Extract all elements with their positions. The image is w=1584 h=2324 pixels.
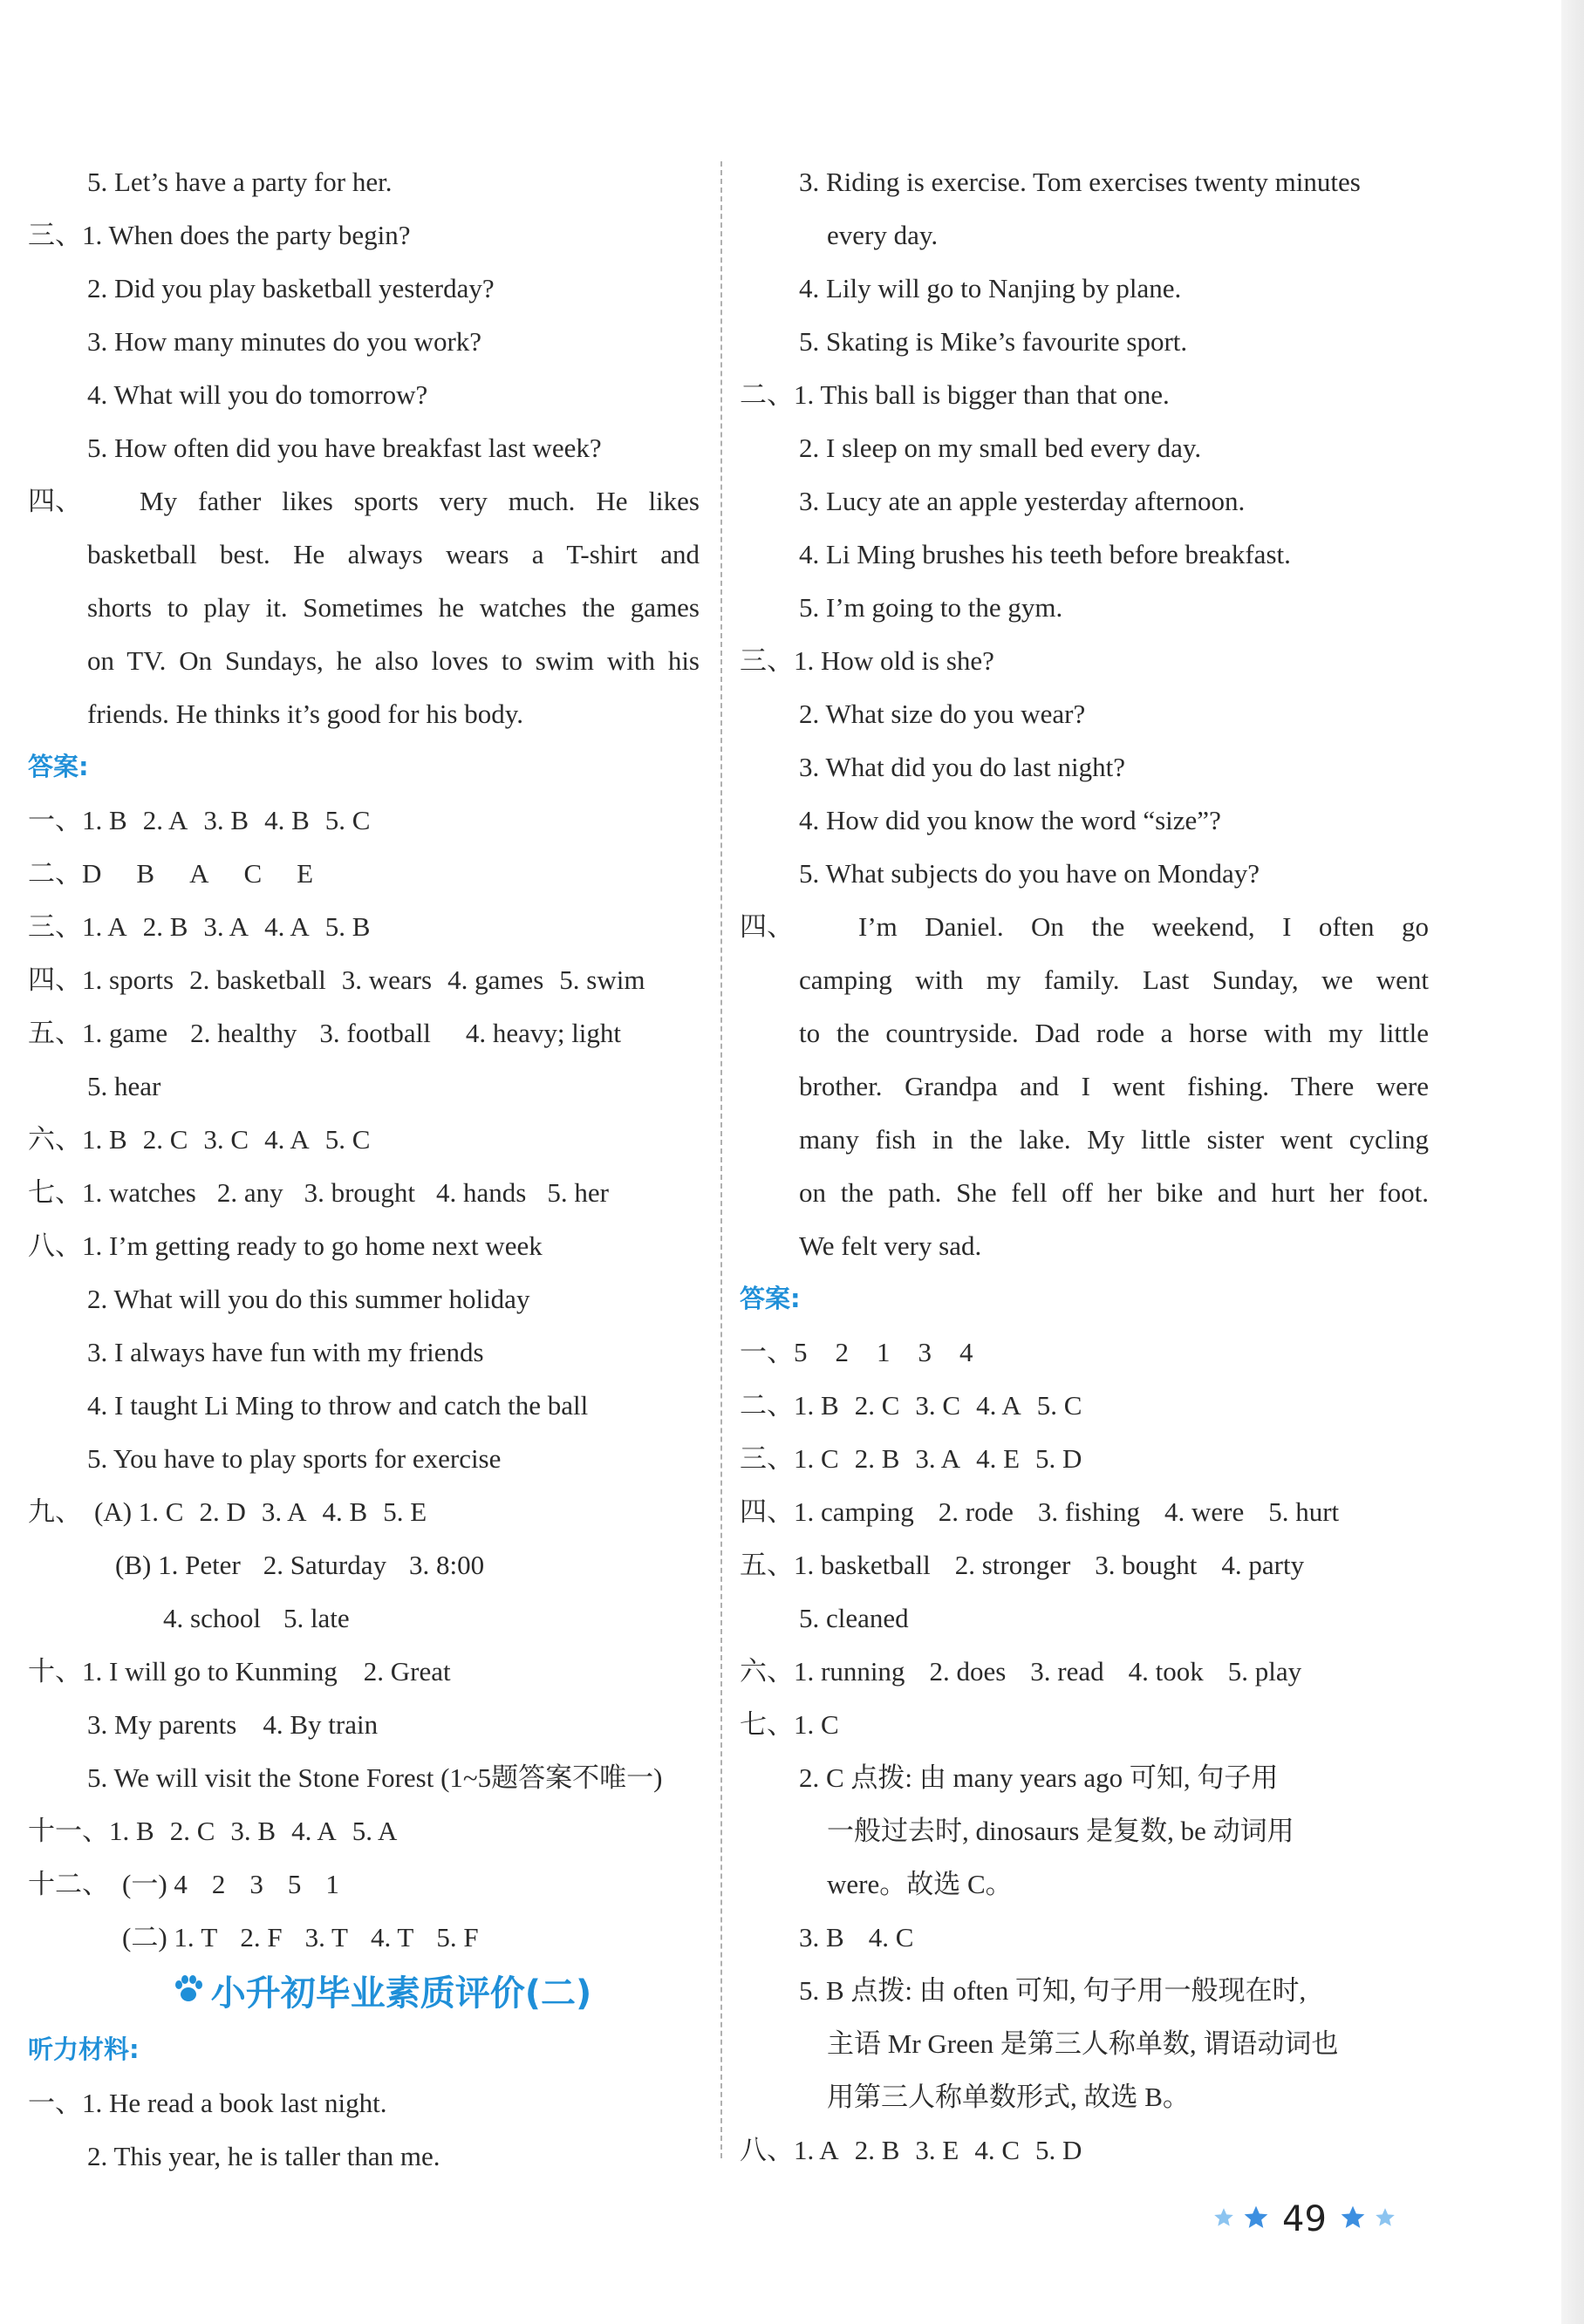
explanation-line: were。故选 C。 [827,1869,1013,1899]
answer-item: 3. C [203,1124,249,1155]
page-number: 49 [1282,2199,1327,2239]
passage-line: many fish in the lake. My little sister went cycling [799,1124,1429,1155]
answer-item: 2. D [199,1496,246,1527]
section-title [28,1964,700,2023]
answer-item: 3. bought [1095,1550,1198,1580]
section-marker: 三、 [28,911,82,942]
answer-item: 3. wears [341,964,433,995]
answer-item: 4. A [264,1124,310,1155]
text-line: 4. Lily will go to Nanjing by plane. [799,273,1182,303]
answer-item: 5. D [1035,1443,1082,1474]
listening-heading: 听力材料: [28,2034,140,2064]
answer-item: 3. A [915,1443,961,1474]
answer-item: 4. E [976,1443,1020,1474]
text-line: 1. When does the party begin? [82,220,411,250]
answer-item: 3. read [1030,1656,1104,1687]
answer-item: 2. B [854,1443,900,1474]
answer-heading: 答案: [740,1284,801,1313]
section-marker: 六、 [28,1124,82,1155]
passage-line: My father likes sports very much. He likes [140,486,700,516]
answer-item: 2. rode [938,1496,1014,1527]
column-divider [720,161,722,2158]
section-marker: 四、 [28,964,82,995]
text-line: 2. What size do you wear? [799,699,1086,729]
answer-item: 4. were [1164,1496,1245,1527]
text-line: 5. Let’s have a party for her. [87,167,393,197]
answer-item: 4. school [163,1603,261,1633]
answer-item: 3. T [304,1922,348,1953]
section-marker: 一、 [28,805,82,835]
section-marker: 四、 [28,486,82,516]
text-line: 2. I sleep on my small bed every day. [799,433,1202,463]
answer-item: 5. hurt [1268,1496,1340,1527]
text-line: 1. This ball is bigger than that one. [794,379,1170,410]
section-marker: 十、 [28,1656,82,1687]
answer-item: 1. B [109,1816,154,1846]
answer-item: 4. T [370,1922,414,1953]
answer-item: 2. healthy [190,1018,297,1048]
answer-item: 3 [249,1869,263,1899]
answer-item: 1. A [794,2135,839,2165]
answer-item: 5. play [1227,1656,1302,1687]
star-icon [1242,2204,1270,2236]
text-line: 4. How did you know the word “size”? [799,805,1221,835]
left-column [28,155,700,2183]
text-line: 4. Li Ming brushes his teeth before breakfast. [799,539,1291,569]
answer-item: 2. A [142,805,188,835]
section-marker: 四、 [740,911,794,942]
answer-item: 5. B [324,911,371,942]
answer-item: 4. A [291,1816,337,1846]
star-icon [1339,2204,1367,2236]
answer-item: 2. C [854,1390,900,1421]
answer-item: 5. C [324,1124,371,1155]
answer-item: 4. C [868,1922,914,1953]
explanation-line: 5. B 点拨: 由 often 可知, 句子用一般现在时, [799,1975,1307,2006]
answer-item: 3. B [230,1816,277,1846]
star-icon [1374,2206,1396,2233]
answer-item: 4. took [1128,1656,1204,1687]
answer-item: 2. B [142,911,188,942]
answer-item: 5. D [1035,2135,1082,2165]
answer-item: 5 [287,1869,302,1899]
answer-item: 2 [835,1337,849,1367]
answer-item: 1. B [82,1124,127,1155]
answer-item: 5. A [352,1816,398,1846]
explanation-line: 一般过去时, dinosaurs 是复数, be 动词用 [827,1816,1294,1846]
answer-item: (A) 1. C [94,1496,184,1527]
section-marker: 九、 [28,1496,82,1527]
section-marker: 二、 [28,858,82,889]
answer-item: 1. C [794,1443,839,1474]
answer-item: 1. camping [794,1496,914,1527]
passage-line: brother. Grandpa and I went fishing. There were [799,1071,1429,1101]
answer-item: 5. late [283,1603,350,1633]
answer-item: 1 [877,1337,891,1367]
passage-line: friends. He thinks it’s good for his body. [87,699,523,729]
answer-item: 3. A [203,911,249,942]
section-marker: 三、 [28,220,82,250]
answer-item: 5. F [436,1922,479,1953]
answer-item: 5. You have to play sports for exercise [87,1443,502,1474]
answer-item: 4. A [976,1390,1021,1421]
answer-item: 5. her [547,1177,609,1208]
section-marker: 二、 [740,1390,794,1421]
answer-item: 2. C [142,1124,188,1155]
page-footer [1212,2193,1396,2246]
text-line: 5. What subjects do you have on Monday? [799,858,1260,889]
answer-item: 4. C [974,2135,1020,2165]
answer-item: 2. Saturday [263,1550,386,1580]
section-marker: 一、 [28,2088,82,2118]
text-line: 3. Lucy ate an apple yesterday afternoon. [799,486,1246,516]
answer-item: 1. B [794,1390,839,1421]
answer-item: 2. F [240,1922,283,1953]
passage-line: shorts to play it. Sometimes he watches the games [87,592,700,623]
answer-item: 4. games [447,964,544,995]
section-marker: 六、 [740,1656,794,1687]
section-marker: 三、 [740,1443,794,1474]
answer-item: 4. hands [436,1177,527,1208]
passage-line: camping with my family. Last Sunday, we went [799,964,1429,995]
section-marker: 八、 [740,2135,794,2165]
answer-item: 3. C [915,1390,961,1421]
answer-item: 5 [794,1337,808,1367]
section-marker: 五、 [28,1018,82,1048]
section-title-text: 小升初毕业素质评价(二) [210,1973,592,2014]
section-marker: 八、 [28,1230,82,1261]
text-line: 1. How old is she? [794,645,994,676]
answer-item: 1 [325,1869,339,1899]
answer-item: 5. C [324,805,371,835]
answer-item: 4. I taught Li Ming to throw and catch the ball [87,1390,589,1421]
section-marker: 十二、 [28,1869,109,1899]
text-line: 3. What did you do last night? [799,752,1125,782]
section-marker: 七、 [28,1177,82,1208]
answer-item: 5. We will visit the Stone Forest (1~5题答案不唯一) [87,1762,663,1793]
explanation-line: 主语 Mr Green 是第三人称单数, 谓语动词也 [827,2028,1339,2059]
answer-item: 4. B [322,1496,368,1527]
answer-item: 1. C [794,1709,839,1740]
text-line: 2. Did you play basketball yesterday? [87,273,495,303]
answer-item: 3. E [915,2135,959,2165]
answer-item: 2. Great [363,1656,451,1687]
answer-heading: 答案: [28,752,89,781]
answer-item: 4. party [1221,1550,1305,1580]
answer-item: 4. A [264,911,310,942]
answer-item: 3. 8:00 [408,1550,485,1580]
answer-item: 1. game [82,1018,168,1048]
passage-line: basketball best. He always wears a T-shirt and [87,539,700,569]
paw-icon [171,1966,206,2025]
text-line: 1. He read a book last night. [82,2088,387,2118]
section-marker: 五、 [740,1550,794,1580]
passage-line: to the countryside. Dad rode a horse with my little [799,1018,1429,1048]
star-icon [1212,2206,1235,2233]
text-line: 3. How many minutes do you work? [87,326,482,357]
answer-item: 2 [211,1869,226,1899]
answer-item: 3. football [319,1018,431,1048]
answer-item: 4. B [264,805,310,835]
answer-item: 1. B [82,805,127,835]
answer-item: 1. watches [82,1177,196,1208]
answer-item: 3. B [203,805,249,835]
passage-line: on TV. On Sundays, he also loves to swim with his [87,645,700,676]
answer-item: 5. cleaned [799,1603,909,1633]
answer-item: 5. swim [559,964,645,995]
explanation-line: 2. C 点拨: 由 many years ago 可知, 句子用 [799,1762,1279,1793]
answer-item: 2. does [929,1656,1007,1687]
explanation-line: 用第三人称单数形式, 故选 B。 [827,2082,1190,2112]
answer-item: 2. any [216,1177,283,1208]
answer-item: 3. brought [304,1177,416,1208]
answer-item: D [82,858,102,889]
text-line: 2. This year, he is taller than me. [87,2141,440,2171]
answer-item: 2. C [169,1816,215,1846]
answer-item: 2. basketball [189,964,326,995]
answer-item: 3 [918,1337,932,1367]
answer-item: (B) 1. Peter [115,1550,241,1580]
passage-line: on the path. She fell off her bike and hurt her foot. [799,1177,1429,1208]
page-edge-shade [1561,0,1584,2324]
answer-item: 3. A [261,1496,307,1527]
answer-item: C [243,858,263,889]
answer-item: 3. My parents [87,1709,237,1740]
text-line: 3. Riding is exercise. Tom exercises twenty minutes [799,167,1361,197]
section-marker: 七、 [740,1709,794,1740]
answer-item: 1. basketball [794,1550,931,1580]
passage-line: We felt very sad. [799,1230,982,1261]
answer-item: 2. What will you do this summer holiday [87,1284,530,1314]
answer-item: 1. running [794,1656,905,1687]
passage-line: I’m Daniel. On the weekend, I often go [858,911,1429,942]
answer-item: 2. stronger [954,1550,1071,1580]
answer-item: B [136,858,155,889]
answer-item: 5. E [383,1496,427,1527]
answer-item: (二) 1. T [122,1922,218,1953]
answer-item: 4. By train [263,1709,379,1740]
answer-item: 1. I’m getting ready to go home next week [82,1230,543,1261]
answer-item: 3. I always have fun with my friends [87,1337,484,1367]
answer-item: 2. B [854,2135,900,2165]
right-column [740,155,1429,2177]
answer-item: 1. sports [82,964,174,995]
section-marker: 四、 [740,1496,794,1527]
answer-item: 4 [959,1337,973,1367]
answer-item: 5. hear [87,1071,161,1101]
answer-item: 1. I will go to Kunming [82,1656,338,1687]
section-marker: 十一、 [28,1816,109,1846]
answer-item: 3. B [799,1922,844,1953]
answer-item: A [189,858,209,889]
section-marker: 三、 [740,645,794,676]
answer-item: 1. A [82,911,127,942]
text-line: 5. How often did you have breakfast last week? [87,433,602,463]
answer-item: E [297,858,314,889]
text-line: 5. I’m going to the gym. [799,592,1063,623]
answer-item: 4. heavy; light [465,1018,622,1048]
answer-item: 3. fishing [1037,1496,1140,1527]
section-marker: 二、 [740,379,794,410]
section-marker: 一、 [740,1337,794,1367]
text-line: 5. Skating is Mike’s favourite sport. [799,326,1188,357]
text-line: 4. What will you do tomorrow? [87,379,428,410]
answer-item: (一) 4 [122,1869,188,1899]
answer-item: 5. C [1036,1390,1082,1421]
text-line: every day. [827,220,939,250]
